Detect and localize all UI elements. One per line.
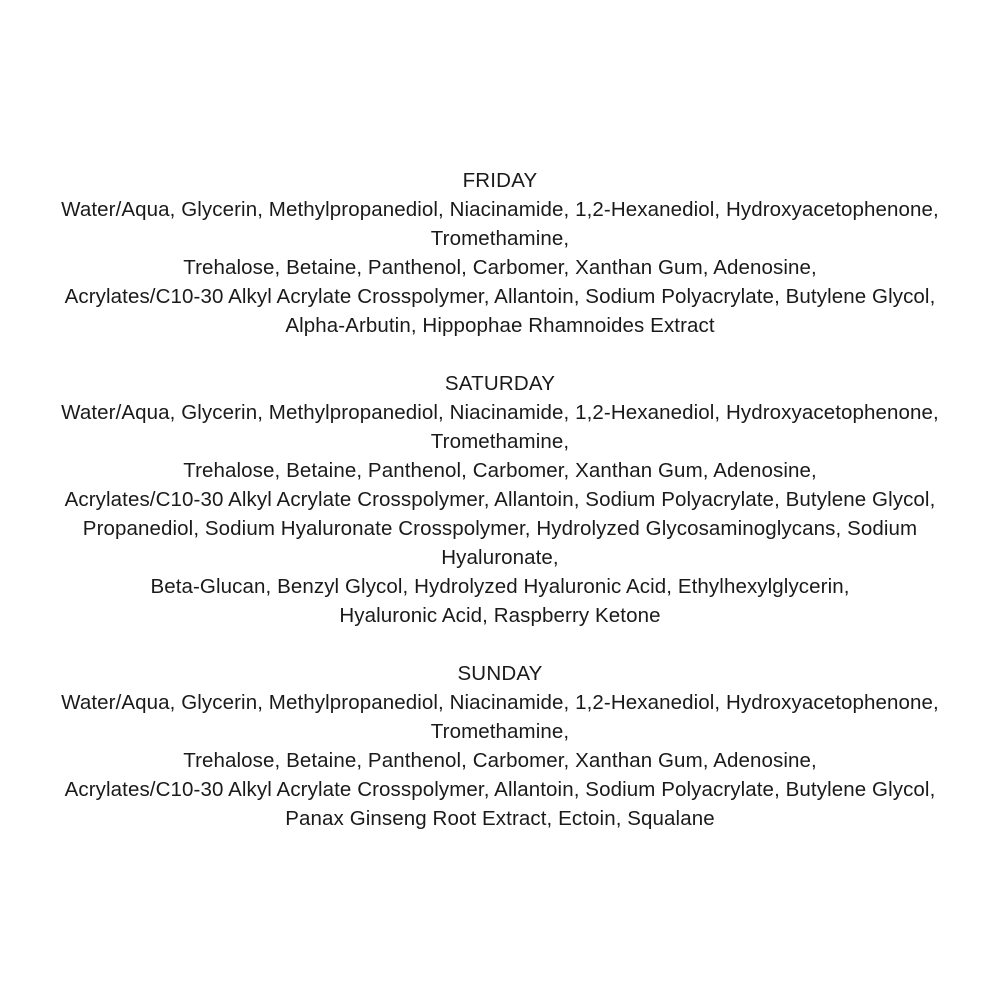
day-heading: FRIDAY (462, 169, 538, 192)
ingredient-line: Acrylates/C10-30 Alkyl Acrylate Crosspolymer, Allantoin, Sodium Polyacrylate, Butylene Glycol, (64, 778, 936, 801)
ingredient-line: Hyaluronate, (441, 546, 559, 569)
ingredient-line: Trehalose, Betaine, Panthenol, Carbomer, Xanthan Gum, Adenosine, (183, 749, 817, 772)
ingredient-line: Water/Aqua, Glycerin, Methylpropanediol, Niacinamide, 1,2-Hexanediol, Hydroxyacetophenone, (61, 401, 939, 424)
ingredient-line: Tromethamine, (430, 720, 570, 743)
ingredient-line: Hyaluronic Acid, Raspberry Ketone (339, 604, 661, 627)
ingredient-line: Alpha-Arbutin, Hippophae Rhamnoides Extract (285, 314, 715, 337)
day-heading: SATURDAY (444, 372, 556, 395)
day-heading: SUNDAY (457, 662, 543, 685)
ingredient-line: Acrylates/C10-30 Alkyl Acrylate Crosspolymer, Allantoin, Sodium Polyacrylate, Butylene Glycol, (64, 488, 936, 511)
ingredient-line: Propanediol, Sodium Hyaluronate Crosspolymer, Hydrolyzed Glycosaminoglycans, Sodium (82, 517, 918, 540)
ingredient-line: Acrylates/C10-30 Alkyl Acrylate Crosspolymer, Allantoin, Sodium Polyacrylate, Butylene Glycol, (64, 285, 936, 308)
ingredient-line: Tromethamine, (430, 430, 570, 453)
ingredient-line: Water/Aqua, Glycerin, Methylpropanediol, Niacinamide, 1,2-Hexanediol, Hydroxyacetophenone, (61, 691, 939, 714)
ingredient-line: Panax Ginseng Root Extract, Ectoin, Squalane (285, 807, 715, 830)
ingredients-document (0, 166, 1000, 862)
day-section-saturday (0, 369, 1000, 630)
ingredient-line: Trehalose, Betaine, Panthenol, Carbomer, Xanthan Gum, Adenosine, (183, 256, 817, 279)
day-section-sunday (0, 659, 1000, 833)
day-section-friday (0, 166, 1000, 340)
ingredient-line: Trehalose, Betaine, Panthenol, Carbomer, Xanthan Gum, Adenosine, (183, 459, 817, 482)
ingredient-line: Water/Aqua, Glycerin, Methylpropanediol, Niacinamide, 1,2-Hexanediol, Hydroxyacetophenone, (61, 198, 939, 221)
ingredient-line: Tromethamine, (430, 227, 570, 250)
ingredient-line: Beta-Glucan, Benzyl Glycol, Hydrolyzed Hyaluronic Acid, Ethylhexylglycerin, (150, 575, 850, 598)
